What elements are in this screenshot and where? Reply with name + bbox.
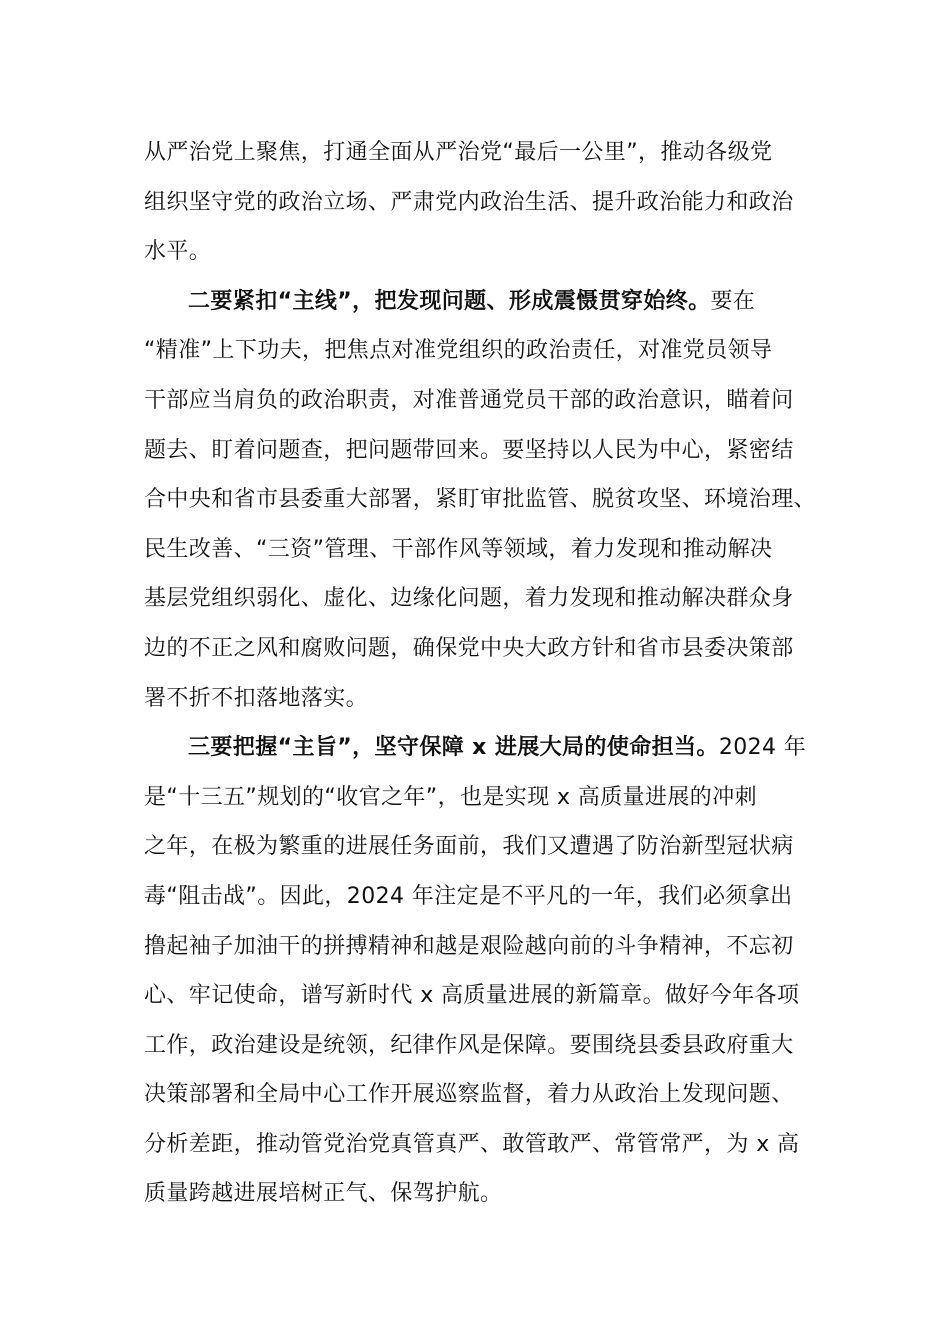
paragraph-1-line: 组织坚守党的政治立场、严肃党内政治生活、提升政治能力和政治 bbox=[144, 189, 794, 215]
paragraph-2-line: 干部应当肩负的政治职责，对准普通党员干部的政治意识，瞄着问 bbox=[144, 387, 794, 413]
paragraph-3-line: 撸起袖子加油干的拼搏精神和越是艰险越向前的斗争精神，不忘初 bbox=[144, 933, 794, 959]
paragraph-2-line: 边的不正之风和腐败问题，确保党中央大政方针和省市县委决策部 bbox=[144, 635, 794, 661]
paragraph-3-line: 心、牢记使命，谱写新时代 x 高质量进展的新篇章。做好今年各项 bbox=[144, 983, 800, 1009]
paragraph-2-line: 题去、盯着问题查，把问题带回来。要坚持以人民为中心，紧密结 bbox=[144, 437, 794, 463]
paragraph-3 bbox=[144, 723, 834, 1219]
paragraph-2-first-line bbox=[144, 277, 834, 327]
paragraph-3-line: 分析差距，推动管党治党真管真严、敢管敢严、常管常严，为 x 高 bbox=[144, 1131, 800, 1157]
paragraph-3-line: 决策部署和全局中心工作开展巡察监督，着力从政治上发现问题、 bbox=[144, 1082, 794, 1108]
paragraph-3-first-line bbox=[144, 723, 834, 773]
paragraph-3-line1-rest: 2024 年 bbox=[718, 735, 807, 761]
document-page bbox=[144, 128, 834, 1219]
paragraph-3-line: 是“十三五”规划的“收官之年”，也是实现 x 高质量进展的冲刺 bbox=[144, 784, 757, 810]
paragraph-1 bbox=[144, 128, 834, 277]
paragraph-2-line: 民生改善、“三资”管理、干部作风等领域，着力发现和推动解决 bbox=[144, 536, 773, 562]
paragraph-2-line: 署不折不扣落地落实。 bbox=[144, 685, 369, 711]
paragraph-2-line: “精准”上下功夫，把焦点对准党组织的政治责任，对准党员领导 bbox=[144, 338, 773, 364]
paragraph-1-line: 从严治党上聚焦，打通全面从严治党“最后一公里”，推动各级党 bbox=[144, 140, 773, 165]
paragraph-3-line: 毒“阻击战”。因此，2024 年注定是不平凡的一年，我们必须拿出 bbox=[144, 883, 793, 909]
paragraph-3-heading: 三要把握“主旨”，坚守保障 x 进展大局的使命担当。 bbox=[188, 735, 719, 761]
paragraph-2-line: 合中央和省市县委重大部署，紧盯审批监管、脱贫攻坚、环境治理、 bbox=[144, 487, 817, 513]
paragraph-2-line1-rest: 要在 bbox=[710, 288, 756, 314]
paragraph-1-line: 水平。 bbox=[144, 239, 212, 265]
paragraph-3-line: 之年，在极为繁重的进展任务面前，我们又遭遇了防治新型冠状病 bbox=[144, 834, 794, 860]
paragraph-2-line: 基层党组织弱化、虚化、边缘化问题，着力发现和推动解决群众身 bbox=[144, 586, 794, 612]
paragraph-2-heading: 二要紧扣“主线”，把发现问题、形成震慑贯穿始终。 bbox=[188, 288, 711, 314]
paragraph-3-line: 质量跨越进展培树正气、保驾护航。 bbox=[144, 1181, 503, 1207]
paragraph-2 bbox=[144, 277, 834, 723]
paragraph-3-line: 工作，政治建设是统领，纪律作风是保障。要围绕县委县政府重大 bbox=[144, 1032, 794, 1058]
